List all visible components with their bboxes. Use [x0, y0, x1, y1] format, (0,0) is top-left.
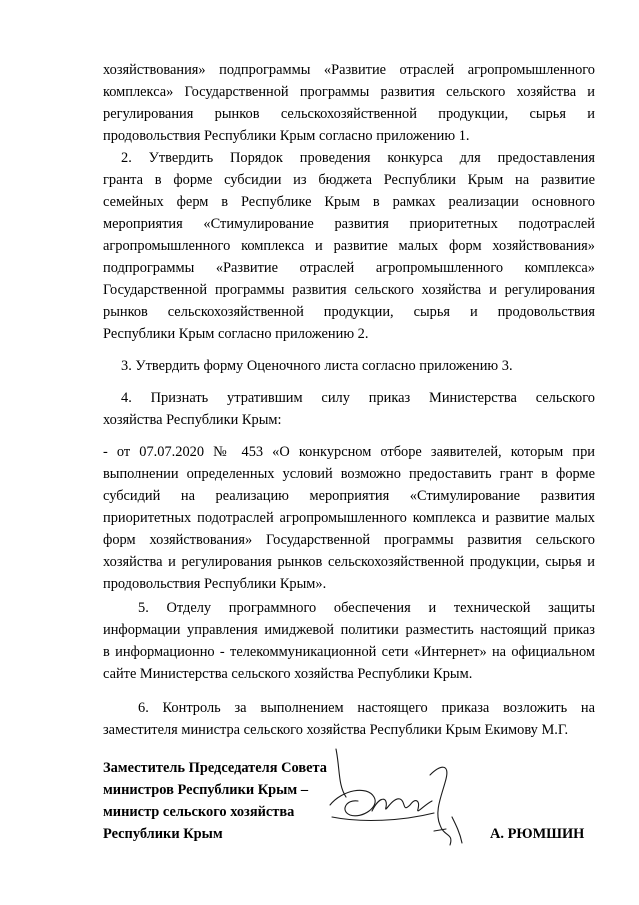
- signatory-title-line: министров Республики Крым –: [103, 782, 309, 798]
- text-line: выполнении определенных условий возможно предоставить грант в форме: [103, 466, 595, 482]
- text-line: комплекса» Государственной программы развития сельского хозяйства и: [103, 84, 595, 100]
- text-line: - от 07.07.2020 № 453 «О конкурсном отборе заявителей, которым при: [103, 444, 595, 460]
- handwritten-signature: [322, 745, 482, 860]
- text-line: агропромышленного комплекса и развитие малых форм хозяйствования»: [103, 238, 595, 254]
- text-line: рынков сельскохозяйственной продукции, сырья и продовольствия: [103, 304, 595, 320]
- text-line: Республики Крым согласно приложению 2.: [103, 326, 369, 342]
- text-line: приоритетных подотраслей агропромышленного комплекса и развитие малых: [103, 510, 595, 526]
- text-line: продовольствия Республики Крым».: [103, 576, 327, 592]
- text-line: форм хозяйствования» Государственной программы развития сельского: [103, 532, 595, 548]
- text-line: заместителя министра сельского хозяйства Республики Крым Екимову М.Г.: [103, 722, 569, 738]
- text-line: хозяйства и регулирования рынков сельскохозяйственной продукции, сырья и: [103, 554, 595, 570]
- text-line: хозяйства Республики Крым:: [103, 412, 282, 428]
- signatory-name: А. РЮМШИН: [490, 826, 585, 842]
- text-line: 2. Утвердить Порядок проведения конкурса для предоставления: [121, 150, 595, 166]
- text-line: мероприятия «Стимулирование развития приоритетных подотраслей: [103, 216, 595, 232]
- text-line: субсидий на реализацию мероприятия «Стимулирование развития: [103, 488, 595, 504]
- text-line: 3. Утвердить форму Оценочного листа согласно приложению 3.: [121, 358, 513, 374]
- text-line: в информационно - телекоммуникационной сети «Интернет» на официальном: [103, 644, 595, 660]
- text-line: семейных ферм в Республике Крым в рамках реализации основного: [103, 194, 595, 210]
- signatory-title-line: Заместитель Председателя Совета: [103, 760, 327, 776]
- text-line: хозяйствования» подпрограммы «Развитие отраслей агропромышленного: [103, 62, 595, 78]
- text-line: подпрограммы «Развитие отраслей агропромышленного комплекса»: [103, 260, 595, 276]
- text-line: продовольствия Республики Крым согласно приложению 1.: [103, 128, 470, 144]
- text-line: Государственной программы развития сельского хозяйства и регулирования: [103, 282, 595, 298]
- text-line: гранта в форме субсидии из бюджета Республики Крым на развитие: [103, 172, 595, 188]
- text-line: 4. Признать утратившим силу приказ Министерства сельского: [121, 390, 595, 406]
- text-line: регулирования рынков сельскохозяйственной продукции, сырья и: [103, 106, 595, 122]
- signatory-title-line: министр сельского хозяйства: [103, 804, 295, 820]
- signatory-title-line: Республики Крым: [103, 826, 223, 842]
- text-line: сайте Министерства сельского хозяйства Республики Крым.: [103, 666, 473, 682]
- text-line: 5. Отделу программного обеспечения и технической защиты: [138, 600, 595, 616]
- text-line: 6. Контроль за выполнением настоящего приказа возложить на: [138, 700, 595, 716]
- text-line: информации управления имиджевой политики разместить настоящий приказ: [103, 622, 595, 638]
